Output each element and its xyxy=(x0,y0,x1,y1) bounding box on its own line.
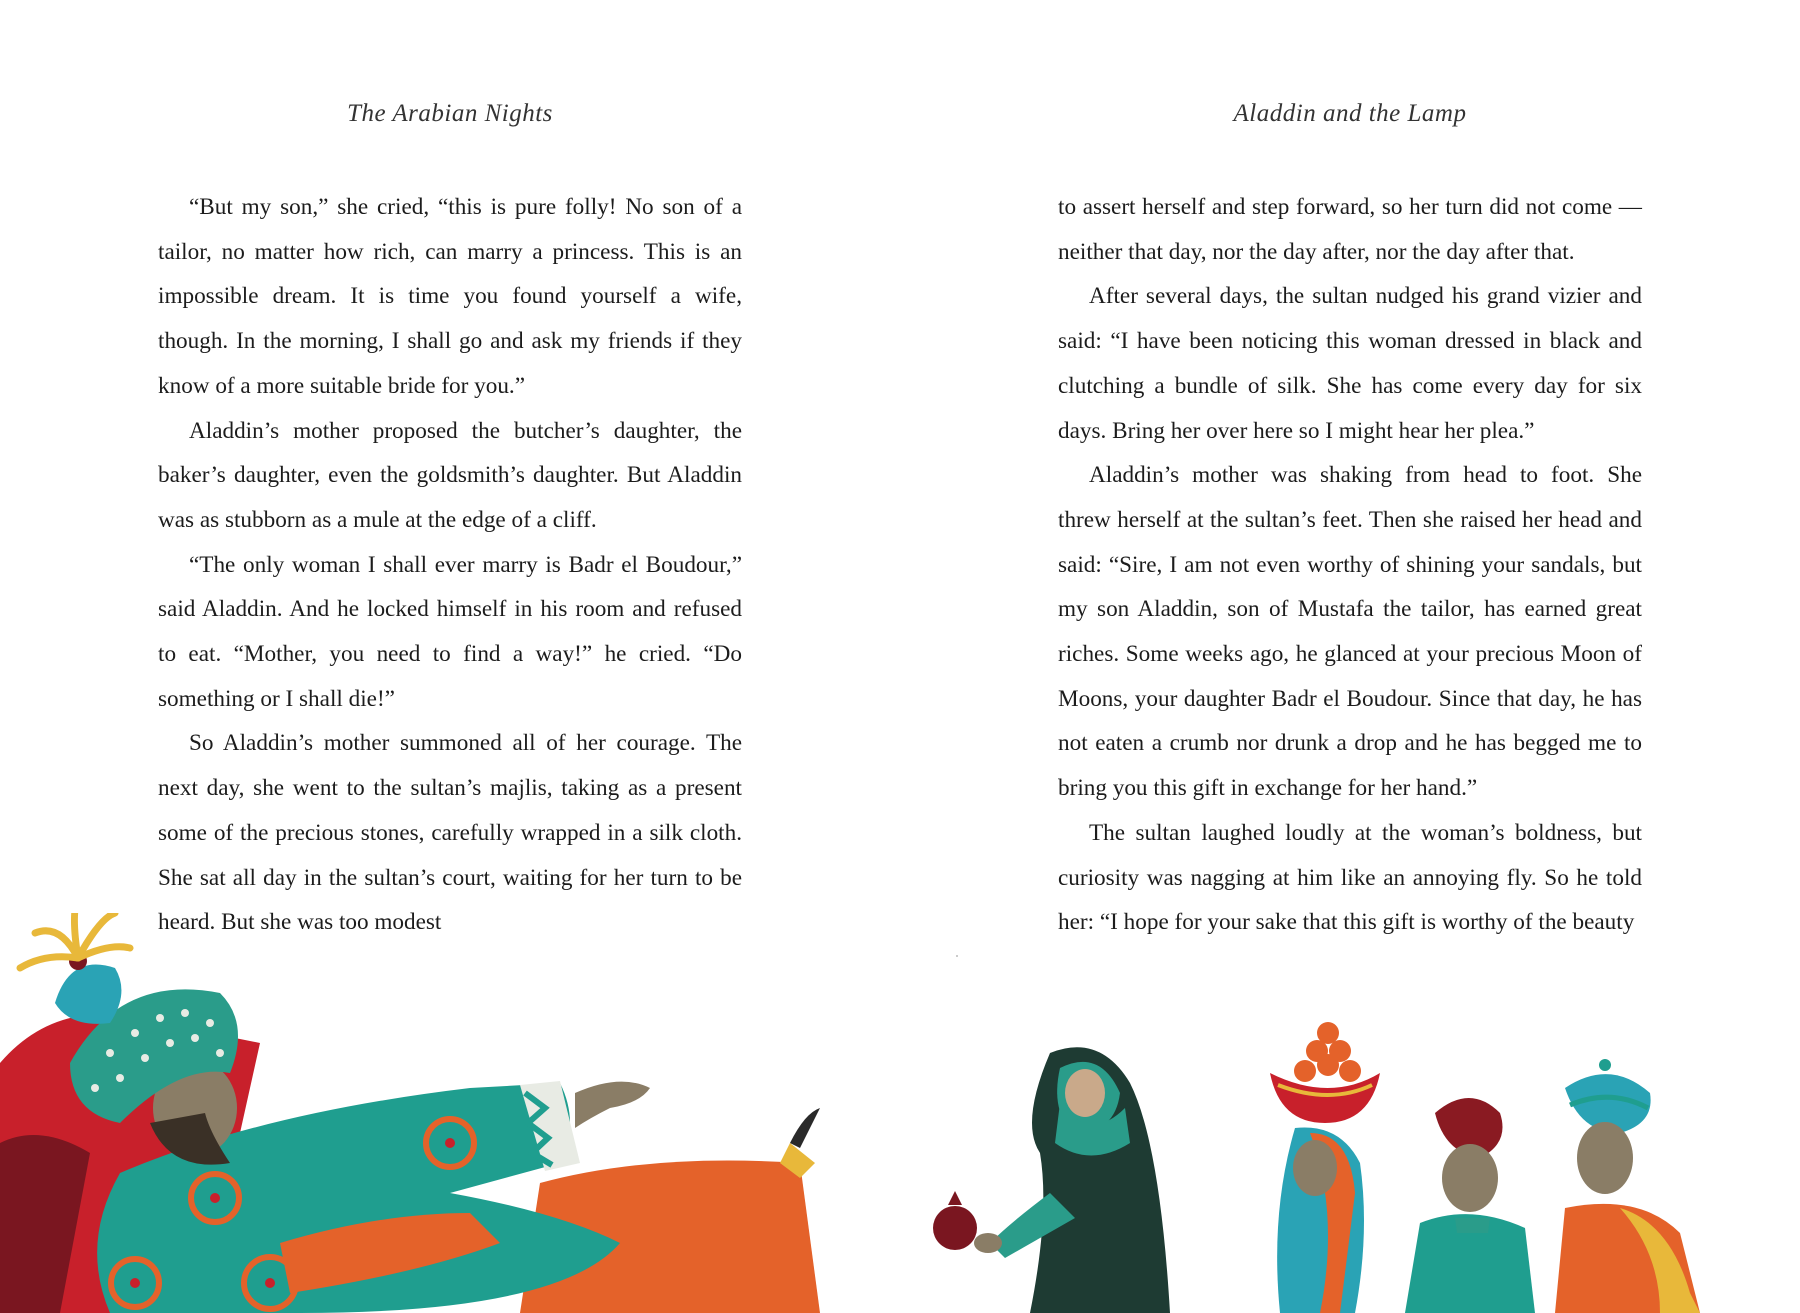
running-head-right: Aladdin and the Lamp xyxy=(1233,100,1467,127)
paragraph: Aladdin’s mother was shaking from head to foot. She threw herself at the sultan’s feet. Then she raised her head and said: “Sire, I am not even worthy of shining your sandals, but my son Aladdin, son of Mustafa the tailor, has earned great riches. Some weeks ago, he glanced at your precious Moon of Moons, your daughter Badr el Boudour. Since that day, he has not eaten a crumb nor drunk a drop and he has begged me to bring you this gift in exchange for her hand.” xyxy=(1058,462,1642,802)
paragraph: “But my son,” she cried, “this is pure folly! No son of a tailor, no matter how rich, can marry a princess. This is an impossible dream. It is time you found yourself a wife, though. In the morning, I shall go and ask my friends if they know of a more suitable bride for you.” xyxy=(158,194,742,399)
running-head-left: The Arabian Nights xyxy=(347,100,553,127)
gutter-mark xyxy=(956,955,958,957)
right-text-block xyxy=(1058,185,1642,945)
paragraph-continued: to assert herself and step forward, so her turn did not come — neither that day, nor the day after, nor the day after that. xyxy=(1058,194,1642,265)
paragraph: “The only woman I shall ever marry is Badr el Boudour,” said Aladdin. And he locked himself in his room and refused to eat. “Mother, you need to find a way!” he cried. “Do something or I shall die!” xyxy=(158,551,742,712)
paragraph: After several days, the sultan nudged his grand vizier and said: “I have been noticing this woman dressed in black and clutching a bundle of silk. She has come every day for six days. Bring her over here so I might hear her plea.” xyxy=(1058,283,1642,444)
paragraph: Aladdin’s mother proposed the butcher’s daughter, the baker’s daughter, even the goldsmith’s daughter. But Aladdin was as stubborn as a mule at the edge of a cliff. xyxy=(158,417,742,533)
court-scene-illustration xyxy=(900,993,1800,1313)
left-text-block xyxy=(158,185,742,945)
paragraph: So Aladdin’s mother summoned all of her courage. The next day, she went to the sultan’s majlis, taking as a present some of the precious stones, carefully wrapped in a silk cloth. She sat all day in the sultan’s court, waiting for her turn to be heard. But she was too modest xyxy=(158,730,742,936)
reclining-sultan-illustration xyxy=(0,913,900,1313)
paragraph: The sultan laughed loudly at the woman’s boldness, but curiosity was nagging at him like an annoying fly. So he told her: “I hope for your sake that this gift is worthy of the beauty xyxy=(1058,819,1642,936)
right-page xyxy=(900,0,1800,1313)
